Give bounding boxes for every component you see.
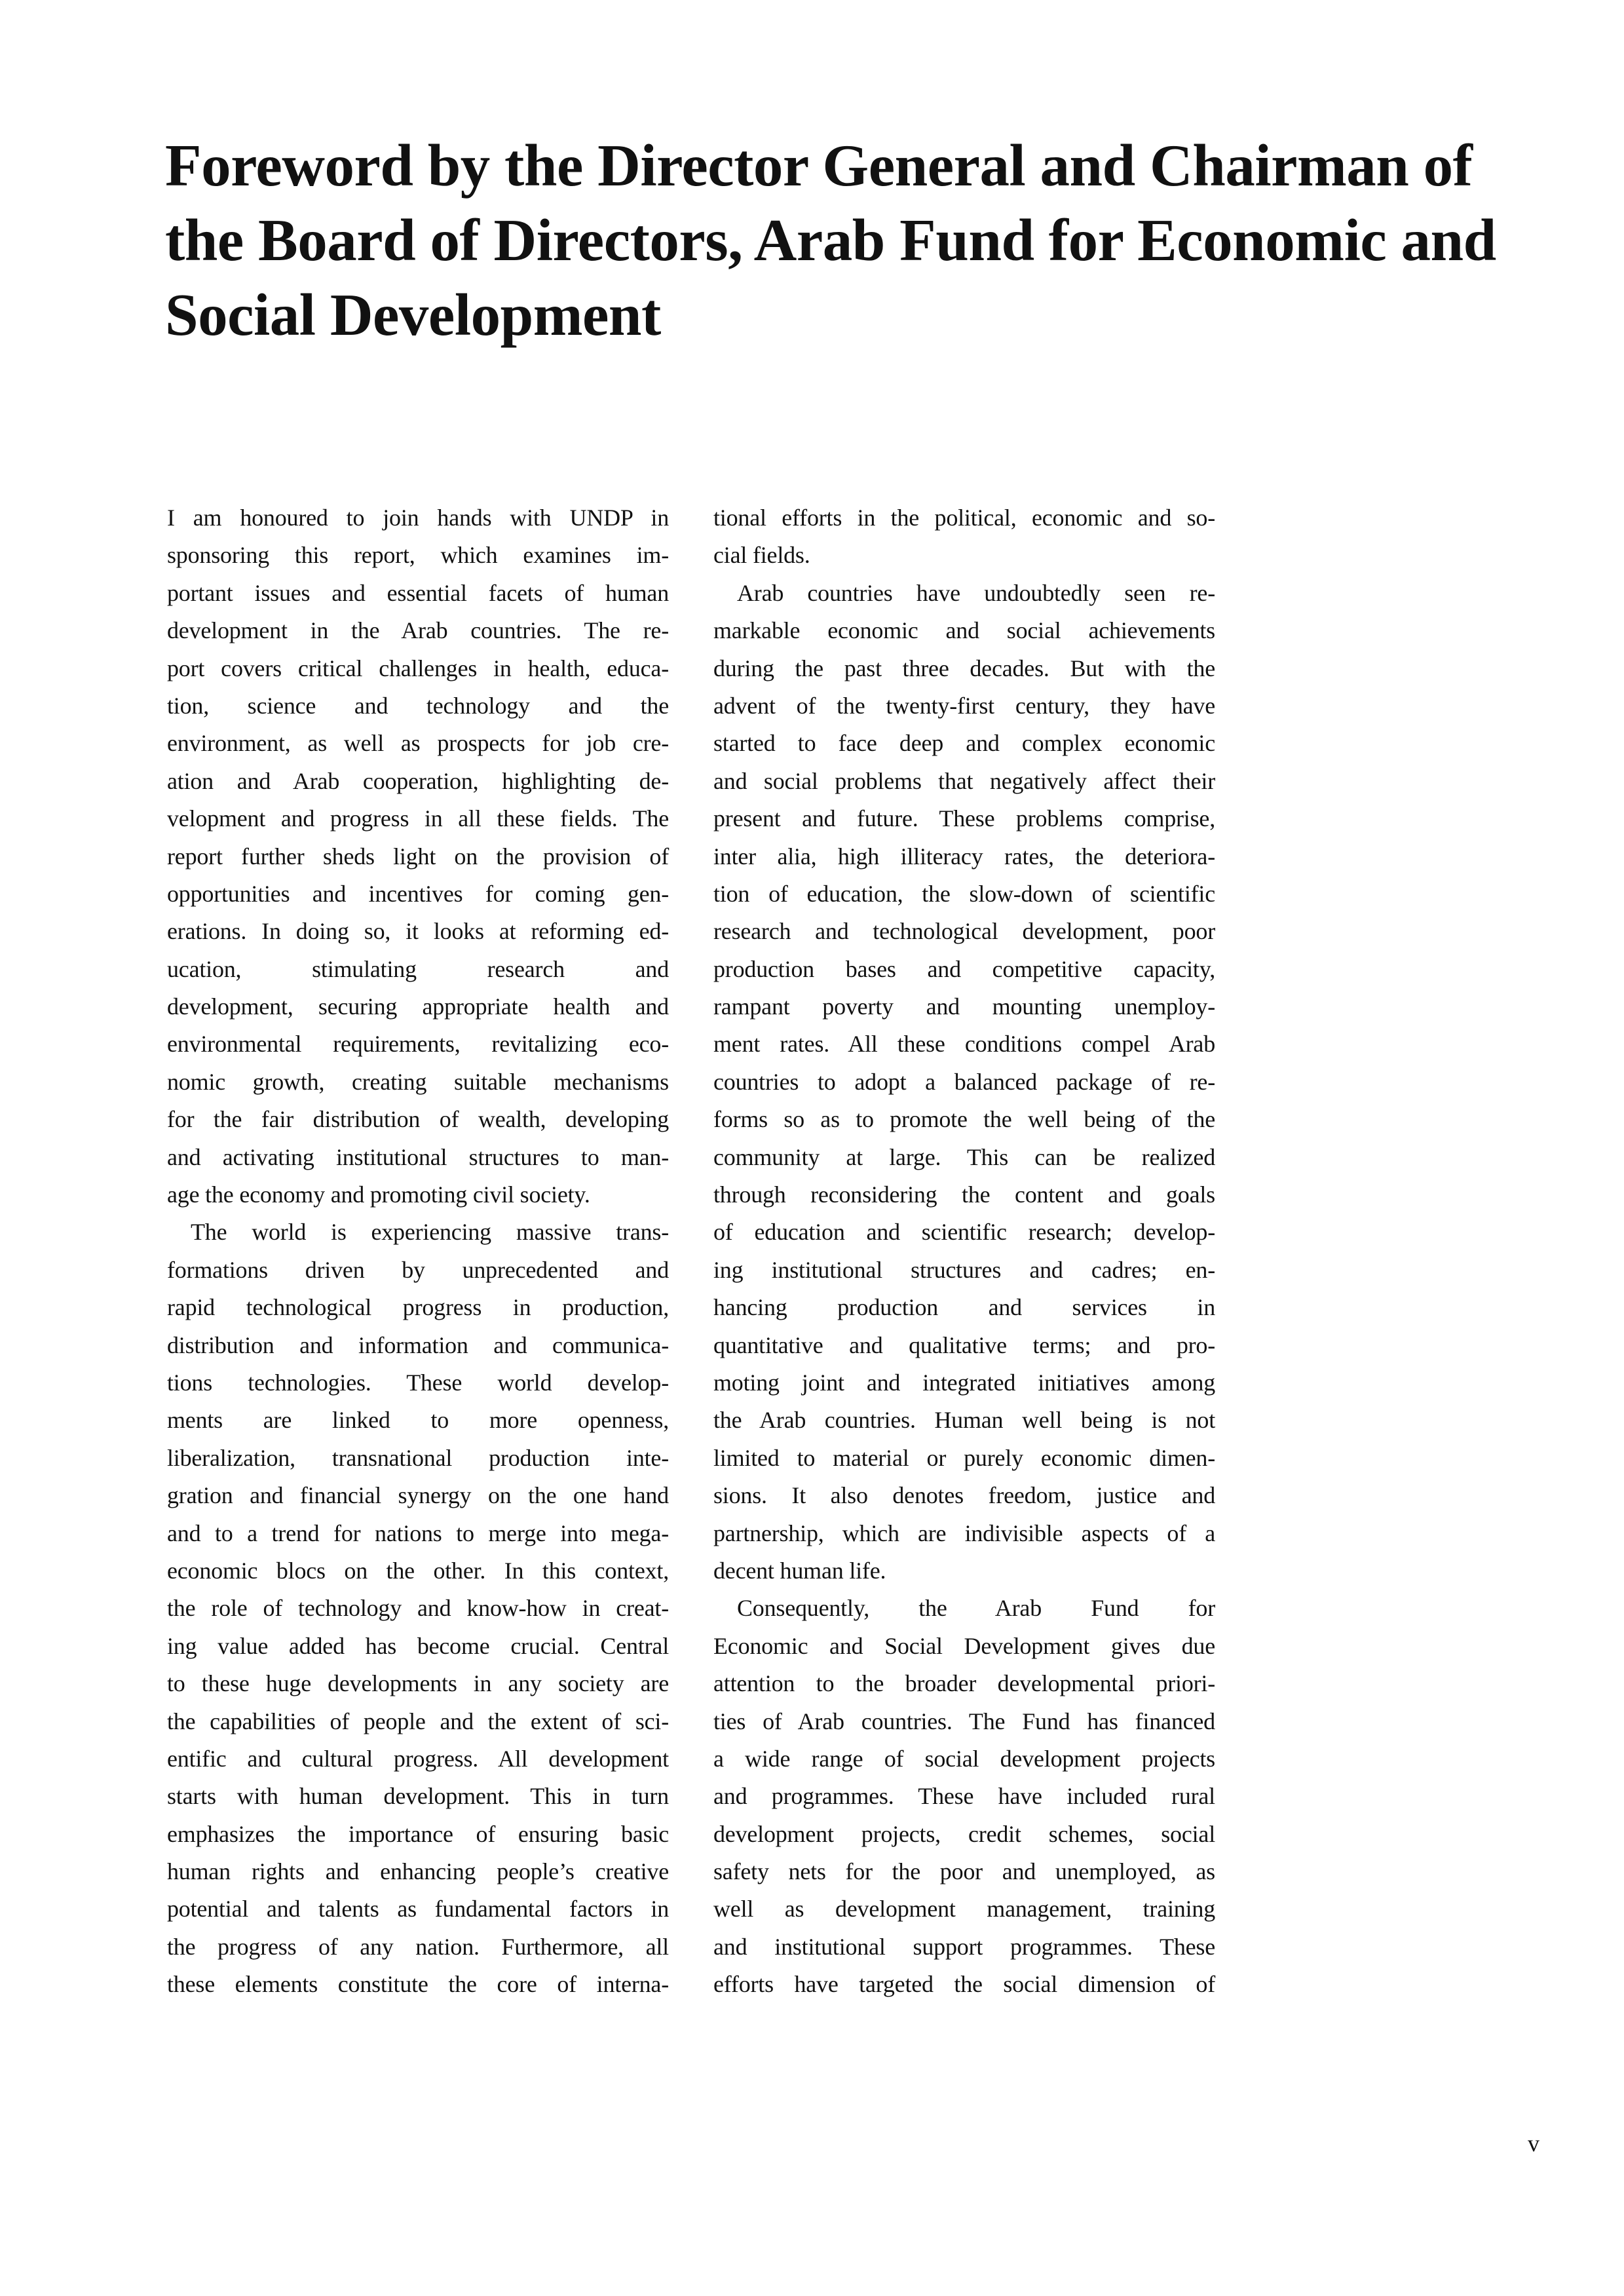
text-line: ing value added has become crucial. Central — [167, 1632, 669, 1659]
text-line: and programmes. These have included rural — [713, 1783, 1215, 1810]
text-line: decent human life. — [713, 1557, 886, 1584]
text-line: a wide range of social development projects — [713, 1745, 1215, 1772]
text-line: economic blocs on the other. In this context, — [167, 1557, 669, 1584]
text-line: age the economy and promoting civil society. — [167, 1181, 590, 1208]
text-line: potential and talents as fundamental factors in — [167, 1896, 669, 1923]
text-line: these elements constitute the core of interna- — [167, 1971, 669, 1998]
text-line: to these huge developments in any society are — [167, 1670, 669, 1697]
text-line: Consequently, the Arab Fund for — [737, 1595, 1215, 1622]
page-number: v — [1528, 2130, 1539, 2156]
text-line: opportunities and incentives for coming gen- — [167, 880, 669, 907]
text-line: safety nets for the poor and unemployed, as — [713, 1858, 1215, 1885]
text-line: gration and financial synergy on the one hand — [167, 1482, 669, 1509]
text-line: development, securing appropriate health and — [167, 993, 669, 1020]
text-line: human rights and enhancing people’s creative — [167, 1858, 669, 1885]
body-column-left — [167, 499, 669, 2004]
text-line: environment, as well as prospects for job cre- — [167, 730, 669, 757]
text-line: during the past three decades. But with the — [713, 655, 1215, 681]
text-line: and social problems that negatively affect their — [713, 767, 1215, 794]
text-line: quantitative and qualitative terms; and pro- — [713, 1331, 1215, 1358]
text-line: port covers critical challenges in health, educa- — [167, 655, 669, 681]
text-line: advent of the twenty-first century, they have — [713, 692, 1215, 719]
text-line: erations. In doing so, it looks at reforming ed- — [167, 918, 669, 945]
text-line: The world is experiencing massive trans- — [191, 1219, 669, 1246]
text-line: Economic and Social Development gives due — [713, 1632, 1215, 1659]
text-line: ing institutional structures and cadres; en- — [713, 1256, 1215, 1283]
text-line: present and future. These problems comprise, — [713, 805, 1215, 832]
text-line: partnership, which are indivisible aspects of a — [713, 1520, 1215, 1546]
text-line: inter alia, high illiteracy rates, the deteriora- — [713, 843, 1215, 870]
paragraph — [713, 575, 1215, 1590]
text-line: through reconsidering the content and goals — [713, 1181, 1215, 1208]
text-line: liberalization, transnational production inte- — [167, 1444, 669, 1471]
text-line: velopment and progress in all these fields. The — [167, 805, 669, 832]
text-line: sponsoring this report, which examines im- — [167, 542, 669, 569]
text-line: well as development management, training — [713, 1896, 1215, 1923]
text-line: ation and Arab cooperation, highlighting de- — [167, 767, 669, 794]
text-line: forms so as to promote the well being of the — [713, 1106, 1215, 1133]
text-line: and to a trend for nations to merge into mega- — [167, 1520, 669, 1546]
text-line: rapid technological progress in production, — [167, 1294, 669, 1321]
text-line: hancing production and services in — [713, 1294, 1215, 1321]
text-line: of education and scientific research; develop- — [713, 1219, 1215, 1246]
text-line: nomic growth, creating suitable mechanisms — [167, 1068, 669, 1095]
text-line: entific and cultural progress. All development — [167, 1745, 669, 1772]
text-line: distribution and information and communica- — [167, 1331, 669, 1358]
text-line: the role of technology and know-how in creat- — [167, 1595, 669, 1622]
text-line: rampant poverty and mounting unemploy- — [713, 993, 1215, 1020]
text-line: environmental requirements, revitalizing eco- — [167, 1031, 669, 1058]
text-line: cial fields. — [713, 542, 810, 569]
text-line: started to face deep and complex economic — [713, 730, 1215, 757]
text-line: markable economic and social achievements — [713, 617, 1215, 644]
title-line: Foreword by the Director General and Chairman of — [165, 132, 1473, 199]
text-line: community at large. This can be realized — [713, 1143, 1215, 1170]
text-line: the capabilities of people and the extent of sci- — [167, 1708, 669, 1734]
paragraph — [713, 1590, 1215, 2003]
text-line: ucation, stimulating research and — [167, 955, 669, 982]
text-line: and institutional support programmes. These — [713, 1933, 1215, 1960]
paragraph — [167, 1214, 669, 2003]
text-line: countries to adopt a balanced package of re- — [713, 1068, 1215, 1095]
text-line: ments are linked to more openness, — [167, 1407, 669, 1434]
text-line: tion of education, the slow-down of scientific — [713, 880, 1215, 907]
text-line: ties of Arab countries. The Fund has financed — [713, 1708, 1215, 1734]
text-line: report further sheds light on the provision of — [167, 843, 669, 870]
text-line: ment rates. All these conditions compel Arab — [713, 1031, 1215, 1058]
paragraph — [713, 499, 1215, 575]
text-line: development in the Arab countries. The re- — [167, 617, 669, 644]
paragraph — [167, 499, 669, 1214]
title-line: the Board of Directors, Arab Fund for Economic and — [165, 207, 1496, 273]
text-line: and activating institutional structures to man- — [167, 1143, 669, 1170]
title-line: Social Development — [165, 282, 661, 348]
text-line: tion, science and technology and the — [167, 692, 669, 719]
text-line: portant issues and essential facets of human — [167, 579, 669, 606]
text-line: the progress of any nation. Furthermore, all — [167, 1933, 669, 1960]
text-line: sions. It also denotes freedom, justice and — [713, 1482, 1215, 1509]
text-line: Arab countries have undoubtedly seen re- — [737, 579, 1215, 606]
text-line: formations driven by unprecedented and — [167, 1256, 669, 1283]
text-line: I am honoured to join hands with UNDP in — [167, 505, 669, 531]
text-line: research and technological development, poor — [713, 918, 1215, 945]
text-line: efforts have targeted the social dimension of — [713, 1971, 1215, 1998]
text-line: tions technologies. These world develop- — [167, 1369, 669, 1396]
text-line: moting joint and integrated initiatives among — [713, 1369, 1215, 1396]
text-line: limited to material or purely economic dimen- — [713, 1444, 1215, 1471]
page-title — [165, 128, 1567, 353]
text-line: starts with human development. This in turn — [167, 1783, 669, 1810]
text-line: attention to the broader developmental priori- — [713, 1670, 1215, 1697]
text-line: for the fair distribution of wealth, developing — [167, 1106, 669, 1133]
text-line: emphasizes the importance of ensuring basic — [167, 1820, 669, 1847]
text-line: development projects, credit schemes, social — [713, 1820, 1215, 1847]
text-line: production bases and competitive capacity, — [713, 955, 1215, 982]
text-line: tional efforts in the political, economic and so- — [713, 505, 1215, 531]
body-column-right — [713, 499, 1215, 2004]
text-line: the Arab countries. Human well being is not — [713, 1407, 1215, 1434]
